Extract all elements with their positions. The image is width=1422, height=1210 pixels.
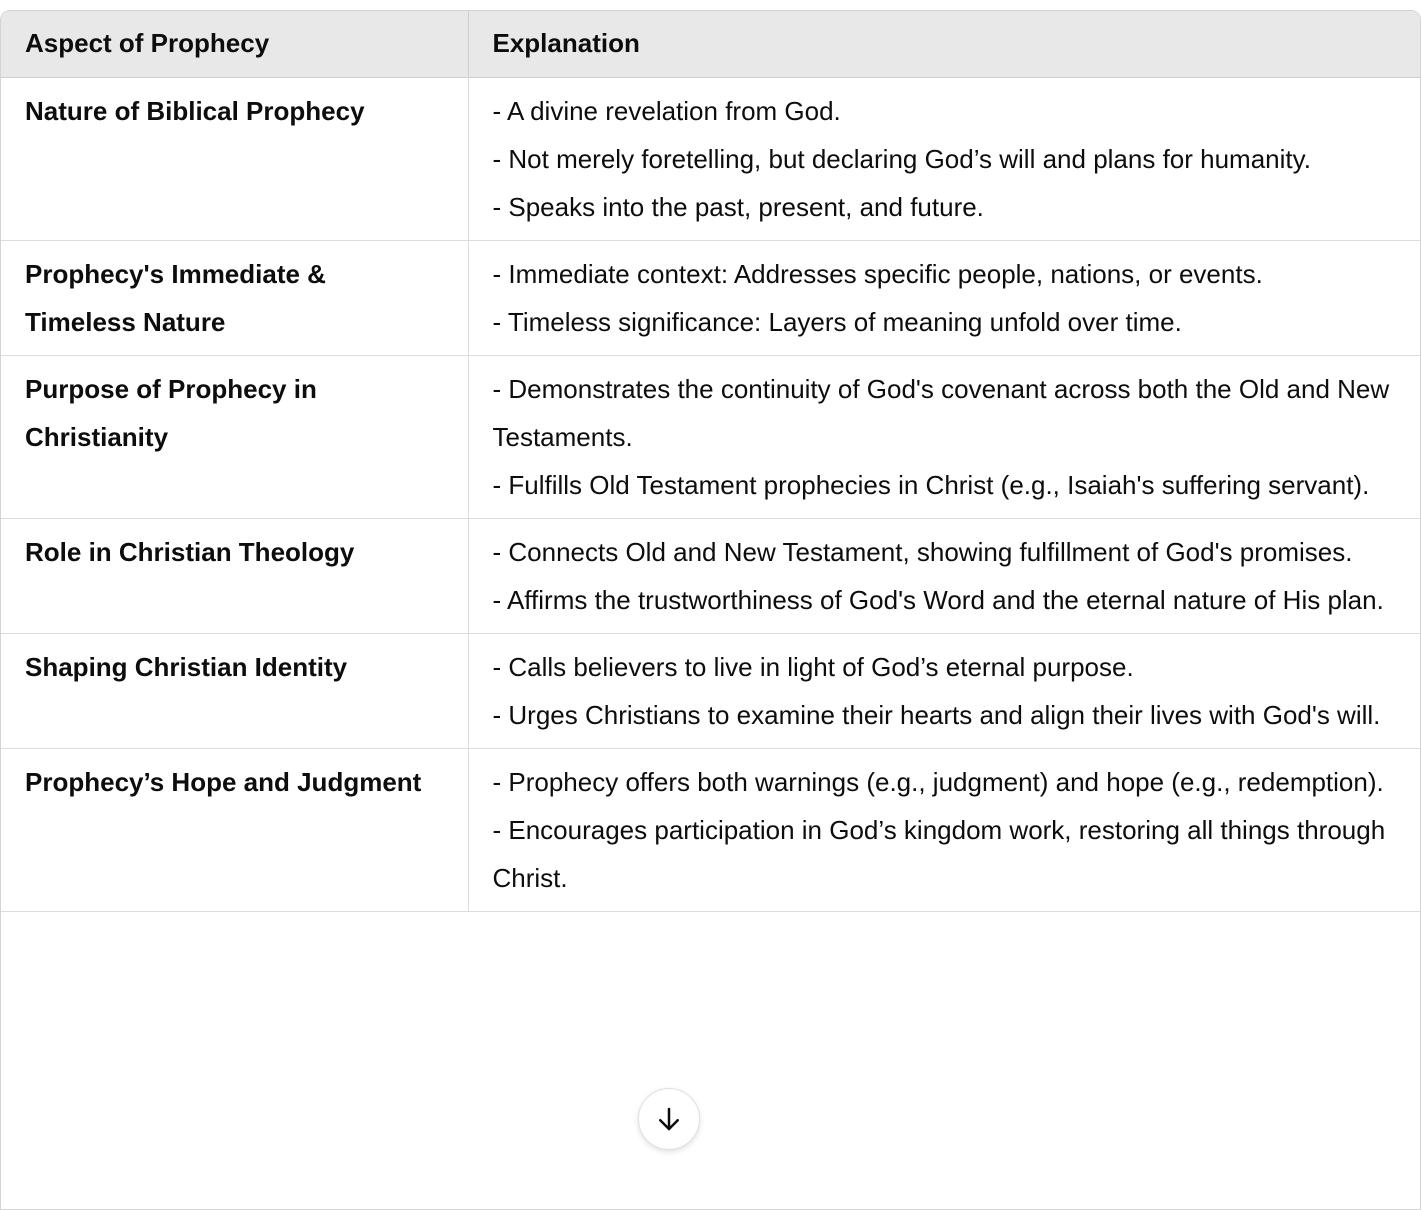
table-row [1,633,1420,748]
explanation-line: - Not merely foretelling, but declaring God’s will and plans for humanity. [492,143,1311,174]
column-header-explanation: Explanation [468,11,1420,77]
explanation-line: - Immediate context: Addresses specific people, nations, or events. [492,258,1263,289]
explanation-cell [468,518,1420,633]
aspect-cell: Role in Christian Theology [1,518,468,633]
explanation-cell [468,355,1420,518]
table-row [1,77,1420,240]
table-header-row [1,11,1420,77]
explanation-line: - A divine revelation from God. [492,95,841,126]
column-header-aspect: Aspect of Prophecy [1,11,468,77]
prophecy-table-container [0,10,1421,1210]
arrow-down-icon [654,1104,684,1134]
explanation-line: - Timeless significance: Layers of meaning unfold over time. [492,306,1182,337]
explanation-line: - Encourages participation in God’s kingdom work, restoring all things through Christ. [492,814,1386,893]
table-row [1,518,1420,633]
aspect-cell: Prophecy's Immediate & Timeless Nature [1,240,468,355]
scroll-to-bottom-button[interactable] [638,1088,700,1150]
explanation-line: - Calls believers to live in light of God’s eternal purpose. [492,651,1134,682]
aspect-cell: Prophecy’s Hope and Judgment [1,748,468,911]
aspect-cell: Purpose of Prophecy in Christianity [1,355,468,518]
explanation-line: - Demonstrates the continuity of God's covenant across both the Old and New Testaments. [492,373,1390,452]
explanation-line: - Speaks into the past, present, and future. [492,191,984,222]
prophecy-table [1,11,1420,912]
explanation-line: - Fulfills Old Testament prophecies in Christ (e.g., Isaiah's suffering servant). [492,469,1370,500]
explanation-cell [468,240,1420,355]
aspect-cell: Nature of Biblical Prophecy [1,77,468,240]
explanation-line: - Connects Old and New Testament, showing fulfillment of God's promises. [492,536,1353,567]
explanation-line: - Urges Christians to examine their hearts and align their lives with God's will. [492,699,1381,730]
explanation-cell [468,748,1420,911]
explanation-cell [468,77,1420,240]
aspect-cell: Shaping Christian Identity [1,633,468,748]
explanation-cell [468,633,1420,748]
table-row [1,355,1420,518]
explanation-line: - Affirms the trustworthiness of God's Word and the eternal nature of His plan. [492,584,1384,615]
explanation-line: - Prophecy offers both warnings (e.g., judgment) and hope (e.g., redemption). [492,766,1384,797]
table-row [1,240,1420,355]
table-row [1,748,1420,911]
